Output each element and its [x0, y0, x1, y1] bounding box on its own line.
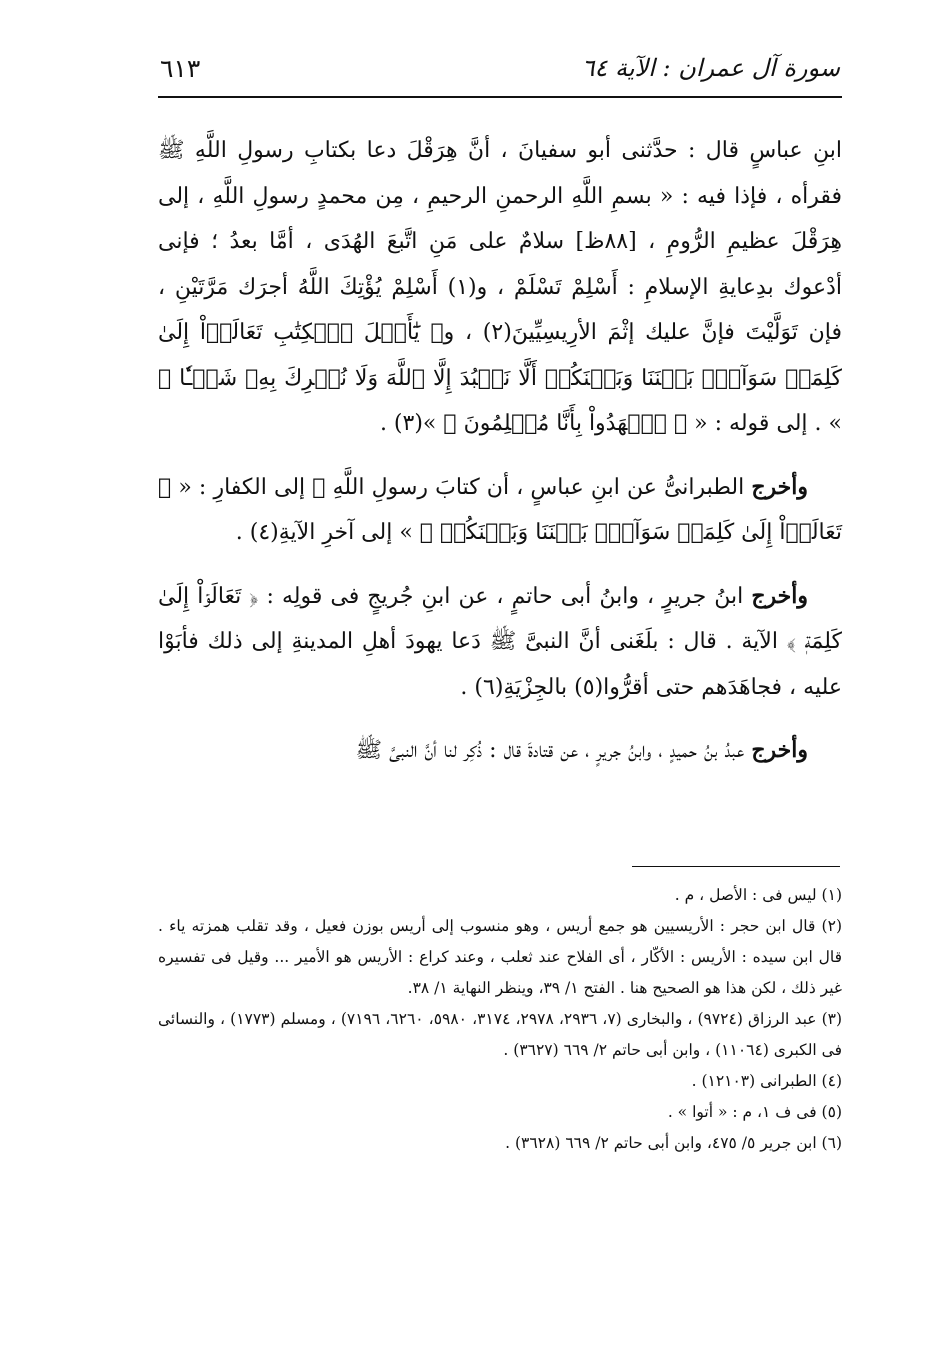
footnote-5: (٥) فى ف ١، م : « أتوا » .: [667, 1103, 842, 1121]
paragraph-4-text: عبدُ بنُ حميدٍ ، وابنُ جريرٍ ، عن قتادةَ قال : ذُكِر لنا أنَّ النبىَّ ﷺ: [355, 738, 745, 763]
paragraph-1: [158, 128, 842, 447]
footnote-4: (٤) الطبرانى (١٢١٠٣) .: [691, 1072, 842, 1090]
paragraph-4: [158, 728, 842, 774]
p1-line-6: نَعۡبُدَ إِلَّا ٱللَّهَ وَلَا نُشۡرِكَ بِهِۦ شَيۡـٔٗا ﴾ » . إلى قوله : « ﴿ ٱشۡهَدُواْ بِأَنَّا: [158, 365, 842, 436]
footnotes: [158, 880, 842, 1159]
paragraph-3: [158, 574, 842, 711]
paragraph-lead: وأخرج: [751, 582, 808, 609]
paragraph-2: [158, 465, 842, 556]
footnote-2: (٢) قال ابن حجر : الأريسيين هو جمع أريس ، وهو منسوب إلى أريس بوزن فعيل ، وقد تقلب همزته ياء . قال ابن سيده : الأريس : الأكّار ، أى الفلاح عند ثعلب ، وعند كراع : الأريس هو الأمير ... وقيل فى تفسيره غير ذلك ، لكن هذا هو الصحيح هنا . الفتح ١/ ٣٩، وينظر النهاية ١/ ٣٨.: [158, 917, 842, 997]
p1-line-7: مُسۡلِمُونَ ﴾ »(٣) .: [379, 411, 550, 436]
page-number: ٦١٣: [160, 53, 201, 83]
footnote-1: (١) ليس فى : الأصل ، م .: [674, 886, 842, 904]
footnote-3: (٣) عبد الرزاق (٩٧٢٤) ، والبخارى (٧، ٢٩٣٦، ٢٩٧٨، ٣١٧٤، ٥٩٨٠، ٦٢٦٠، ٧١٩٦) ، ومسلم (١٧٧٣) ، والنسائى فى الكبرى (١١٠٦٤) ، وابن أبى حاتم ٢/ ٦٦٩ (٣٦٢٧) .: [158, 1010, 843, 1059]
p1-line-5: إثْمَ الأرِيسِيِّينَ(٢) ، و﴿ يَٰٓأَهۡلَ ٱلۡكِتَٰبِ تَعَالَوۡاْ إِلَىٰ كَلِمَةٖ سَوَآءِۭ بَيۡنَنَا وَبَيۡنَكُمۡ أَلَّا: [158, 320, 842, 391]
header-divider: [158, 96, 842, 98]
paragraph-lead: وأخرج: [751, 737, 808, 763]
main-text: [158, 128, 842, 792]
footnote-divider: [632, 866, 840, 867]
p1-line-1: ابنِ عباسٍ قال : حدَّثنى أبو سفيانَ ، أنَّ هِرَقْلَ دعا بكتابِ رسولِ اللَّهِ ﷺ فقرأه ،: [158, 138, 842, 209]
footnote-6: (٦) ابن جرير ٥/ ٤٧٥، وابن أبى حاتم ٢/ ٦٦٩ (٣٦٢٨) .: [505, 1134, 842, 1152]
p1-line-4: الإسلامِ : أَسْلِمْ تَسْلَمْ ، و(١) أَسْلِمْ يُؤْتِكَ اللَّهُ أجرَك مَرَّتَيْنِ ، فإن تَوَلَّيْتَ فإنَّ عليك: [158, 274, 842, 345]
page-header: [160, 48, 840, 88]
p1-line-2: فإذا فيه : « بسمِ اللَّهِ الرحمنِ الرحيمِ ، مِن محمدٍ رسولِ اللَّهِ ، إلى هِرَقْلَ عظيمِ: [158, 183, 842, 254]
p1-line-3: الرُّومِ ، [٨٨ظ] سلامٌ على مَنِ اتَّبعَ الهُدَى ، أمَّا بعدُ ؛ فإنى أدْعوك بدِعايةِ: [158, 229, 843, 300]
surah-title: سورة آل عمران : الآية ٦٤: [581, 54, 840, 82]
paragraph-lead: وأخرج: [751, 473, 808, 500]
paragraph-2-text: الطبرانىُّ عن ابنِ عباسٍ ، أن كتابَ رسولِ اللَّهِ ﷺ إلى الكفارِ : « ﴿ تَعَالَوۡاْ إِلَىٰ كَلِمَةٖ سَوَآءِۭ بَيۡنَنَا وَبَيۡنَكُمۡ ﴾ » إلى آخرِ الآيةِ(٤) .: [158, 474, 842, 545]
paragraph-3-text: ابنُ جريرٍ ، وابنُ أبى حاتمٍ ، عن ابنِ جُريجٍ فى قولِه : ﴿ تَعَالَوۡاْ إِلَىٰ كَلِمَةٖ ﴾ الآية . قال : بلَغَنى أنَّ النبىَّ ﷺ دَعا يهودَ أهلِ المدينةِ إلى ذلك فأبَوْا عليه ، فجاهَدَهم حتى أقرُّوا(٥) بالجِزْيَةِ(٦) .: [158, 583, 842, 700]
